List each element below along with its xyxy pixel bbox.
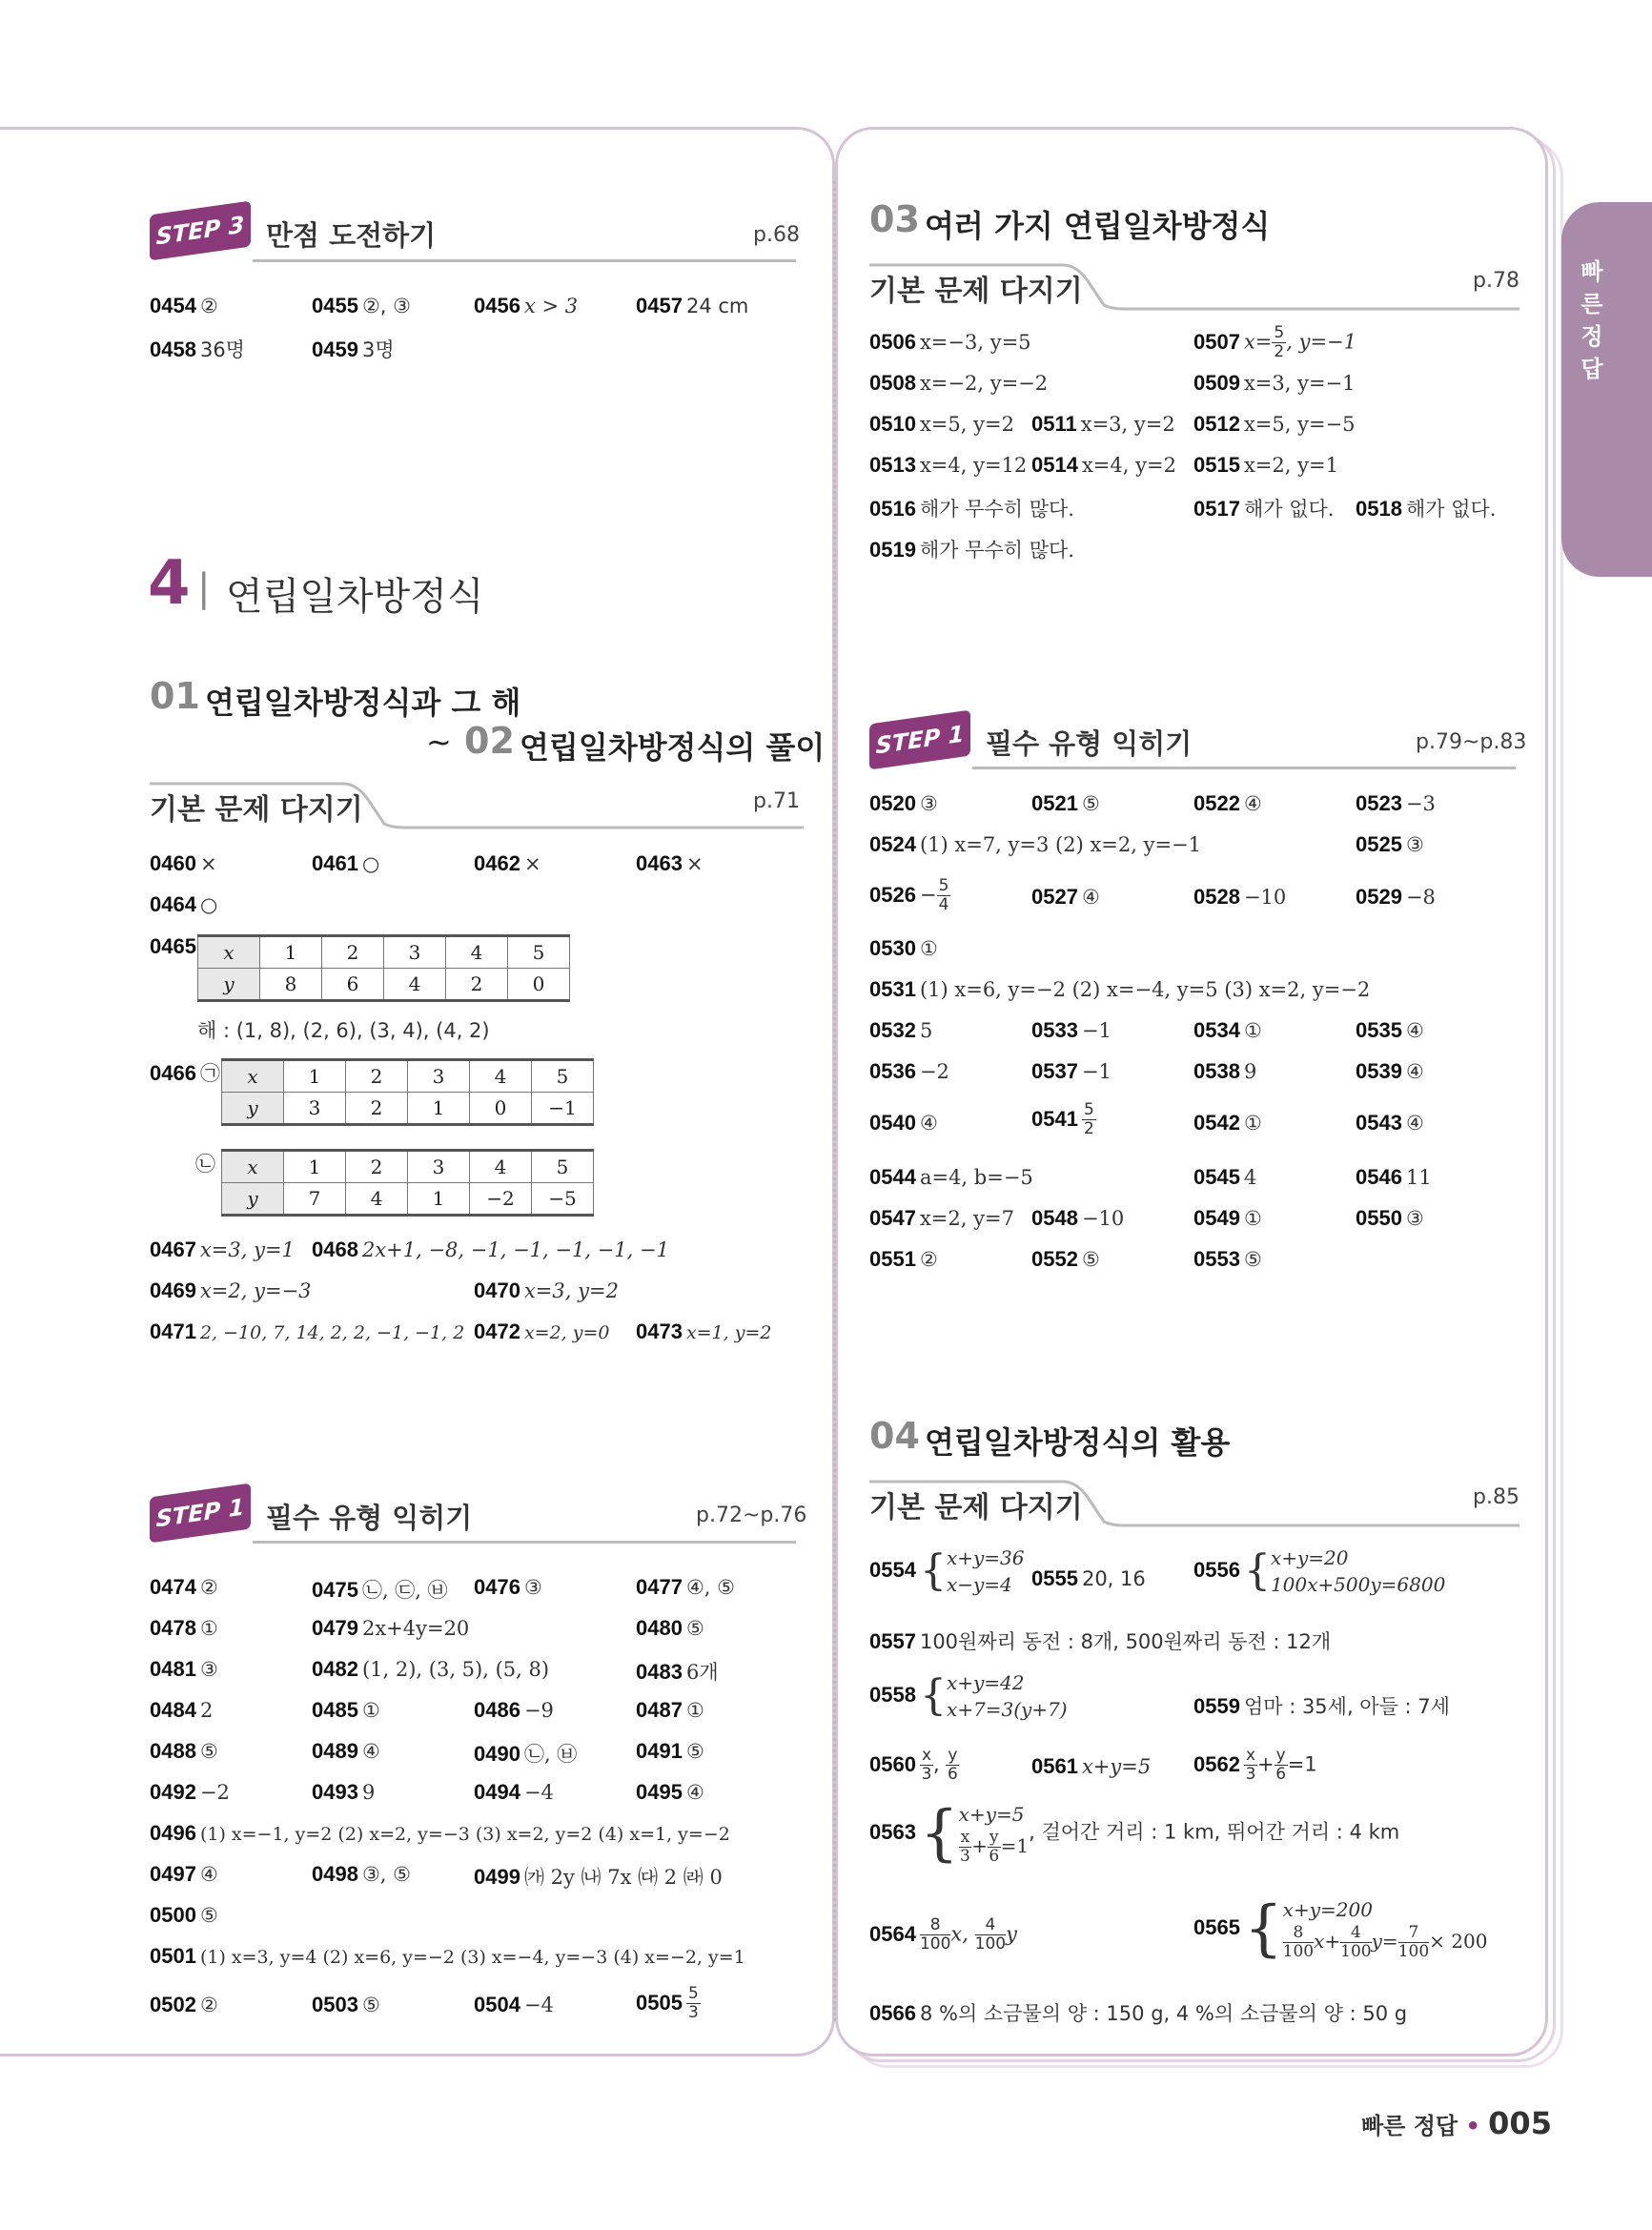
basic3-page-ref: p.78 [1473, 269, 1519, 293]
section-04-number: 04 [869, 1415, 920, 1457]
answer-0471: 0471 2, −10, 7, 14, 2, 2, −1, −1, 2 [150, 1320, 465, 1343]
basic1-page-ref: p.71 [753, 789, 800, 813]
cell: 7 [284, 1183, 346, 1216]
cell: 4 [346, 1183, 408, 1216]
cell: 5 [532, 1151, 594, 1183]
section-03-title: 여러 가지 연립일차방정식 [925, 208, 1271, 244]
cell: 3 [408, 1151, 470, 1183]
cell: 5 [532, 1060, 594, 1093]
step3-badge: STEP 3 [150, 201, 251, 261]
answer-0466-mark2: ㉡ [195, 1153, 215, 1176]
answer-0459: 0459 3명 [312, 338, 395, 361]
answer-0509: 0509 x=3, y=−1 [1193, 371, 1356, 395]
answer-0470: 0470 x=3, y=2 [474, 1279, 619, 1302]
cell: 1 [408, 1093, 470, 1125]
step3-title: 만점 도전하기 [266, 219, 437, 252]
answer-0490: 0490 ㉡, ㉥ [474, 1742, 578, 1766]
eq-line: x+7=3(y+7) [946, 1698, 1068, 1721]
basic-title-1: 기본 문제 다지기 [150, 793, 363, 827]
cell: 5 [508, 936, 570, 969]
basic-title-3: 기본 문제 다지기 [869, 275, 1083, 308]
answer-0482: 0482 (1, 2), (3, 5), (5, 8) [312, 1657, 550, 1681]
cell: 0 [470, 1093, 532, 1125]
answer-0531: 0531 (1) x=6, y=−2 (2) x=−4, y=5 (3) x=2, y=−2 [869, 977, 1371, 1001]
answer-0529: 0529 −8 [1356, 885, 1436, 909]
step3-rule [253, 259, 796, 262]
column-divider [833, 181, 836, 2021]
answer-0480: 0480 ⑤ [636, 1616, 704, 1640]
answer-0479: 0479 2x+4y=20 [312, 1616, 470, 1640]
eq-line: x+y=5 [958, 1803, 1025, 1826]
answer-0540: 0540 ④ [869, 1111, 938, 1135]
answer-0523: 0523 −3 [1356, 791, 1436, 815]
answer-0542: 0542 ① [1193, 1111, 1262, 1135]
answer-0519: 0519 해가 무수히 많다. [869, 538, 1074, 562]
cell: 4 [470, 1151, 532, 1183]
answer-0492: 0492 −2 [150, 1780, 230, 1804]
answer-0521: 0521 ⑤ [1031, 791, 1100, 815]
answer-0501: 0501 (1) x=3, y=4 (2) x=6, y=−2 (3) x=−4, y=−3 (4) x=−2, y=1 [150, 1944, 745, 1968]
answer-0493: 0493 9 [312, 1780, 376, 1804]
answer-0507: 0507 x= $\frac{5}{2}$ , y=−1 [1193, 323, 1357, 361]
answer-0485: 0485 ① [312, 1698, 380, 1722]
answer-0564: 0564 $\frac{8}{100}$ x, $\frac{4}{100}$ y [869, 1915, 1017, 1954]
answer-0513: 0513 x=4, y=12 [869, 453, 1028, 477]
answer-0494: 0494 −4 [474, 1780, 554, 1804]
cell: −5 [532, 1183, 594, 1216]
step1-right-rule [972, 767, 1516, 769]
step1-left-badge: STEP 1 [150, 1483, 251, 1544]
answer-0463: 0463 × [636, 851, 704, 875]
answer-0545: 0545 4 [1193, 1165, 1257, 1189]
cell: −1 [532, 1093, 594, 1125]
answer-0498: 0498 ③, ⑤ [312, 1862, 411, 1886]
page-number: 005 [1488, 2105, 1552, 2141]
answer-0563: 0563{x+y=5 $\frac{x}{3}$ + $\frac{y}{6}$ =1, 걸어간 거리 : 1 km, 뛰어간 거리 : 4 km [869, 1797, 1400, 1869]
answer-0561: 0561 x+y=5 [1031, 1754, 1152, 1778]
step1-right-page-ref: p.79~p.83 [1416, 730, 1527, 754]
side-index-label: 빠 른 정 답 [1581, 258, 1603, 382]
answer-0520: 0520 ③ [869, 791, 938, 815]
answer-0546: 0546 11 [1356, 1165, 1432, 1189]
cell: x [222, 1151, 284, 1183]
cell: 1 [284, 1151, 346, 1183]
answer-0565: 0565{x+y=200 $\frac{8}{100}$ x+ $\frac{4}{100}$ y= $\frac{7}{100}$ × 200 [1193, 1892, 1488, 1964]
answer-0555: 0555 20, 16 [1031, 1566, 1146, 1590]
section-04-title: 연립일차방정식의 활용 [925, 1424, 1231, 1461]
answer-0455: 0455 ②, ③ [312, 294, 411, 317]
answer-0553: 0553 ⑤ [1193, 1247, 1262, 1271]
answer-0478: 0478 ① [150, 1616, 218, 1640]
answer-0462: 0462 × [474, 851, 541, 875]
answer-0466-label: 0466 ㉠ [150, 1061, 220, 1085]
answer-0484: 0484 2 [150, 1698, 214, 1722]
answer-0505: 0505 $\frac{5}{3}$ [636, 1984, 699, 2022]
answer-0522: 0522 ④ [1193, 791, 1262, 815]
section-01-number: 01 [150, 675, 200, 717]
answer-0467: 0467 x=3, y=1 [150, 1238, 295, 1261]
answer-0506: 0506 x=−3, y=5 [869, 330, 1031, 354]
answer-0487: 0487 ① [636, 1698, 704, 1722]
answer-0532: 0532 5 [869, 1018, 933, 1042]
eq-line: x+y=36 [946, 1546, 1025, 1569]
cell: x [198, 936, 260, 969]
cell: 1 [408, 1183, 470, 1216]
eq-line: x+y=200 [1282, 1898, 1373, 1921]
step1-left-title: 필수 유형 익히기 [266, 1502, 473, 1534]
answer-0539: 0539 ④ [1356, 1059, 1424, 1083]
answer-0464: 0464 ○ [150, 892, 218, 916]
cell: 8 [260, 969, 322, 1001]
table-0465 [197, 934, 570, 1002]
answer-0461: 0461 ○ [312, 851, 380, 875]
answer-0454: 0454 ② [150, 294, 218, 317]
answer-0483: 0483 6개 [636, 1660, 719, 1684]
cell: 2 [346, 1060, 408, 1093]
footer-label: 빠른 정답 [1361, 2113, 1458, 2139]
answer-0515: 0515 x=2, y=1 [1193, 453, 1338, 477]
answer-0500: 0500 ⑤ [150, 1903, 218, 1927]
answer-0465-label: 0465 [150, 934, 196, 958]
answer-0551: 0551 ② [869, 1247, 938, 1271]
answer-0547: 0547 x=2, y=7 [869, 1206, 1014, 1230]
eq-line: 100x+500y=6800 [1270, 1573, 1446, 1596]
step1-left-page-ref: p.72~p.76 [696, 1504, 807, 1527]
footer-dot: • [1465, 2113, 1480, 2139]
answer-0524: 0524 (1) x=7, y=3 (2) x=2, y=−1 [869, 832, 1202, 856]
cell: 2 [446, 969, 508, 1001]
answer-0499: 0499 ㈎ 2y ㈏ 7x ㈐ 2 ㈑ 0 [474, 1865, 723, 1889]
answer-0512: 0512 x=5, y=−5 [1193, 412, 1356, 436]
basic-tab-outline-3 [867, 263, 1521, 311]
answer-0508: 0508 x=−2, y=−2 [869, 371, 1049, 395]
answer-0560: 0560 $\frac{x}{3}$ , $\frac{y}{6}$ [869, 1746, 958, 1784]
section-tilde: ~ [426, 724, 452, 760]
eq-line: x+y=20 [1270, 1546, 1349, 1569]
answer-0460: 0460 × [150, 851, 217, 875]
eq-line: x+y=42 [946, 1671, 1025, 1694]
step1-right-badge: STEP 1 [869, 710, 970, 770]
answer-0504: 0504 −4 [474, 1993, 554, 2016]
answer-0558: 0558{x+y=42 x+7=3(y+7) [869, 1671, 1068, 1721]
answer-0557: 0557 100원짜리 동전 : 8개, 500원짜리 동전 : 12개 [869, 1629, 1332, 1653]
cell: −2 [470, 1183, 532, 1216]
cell: y [222, 1183, 284, 1216]
section-03-number: 03 [869, 198, 920, 240]
cell: 3 [384, 936, 446, 969]
cell: y [222, 1093, 284, 1125]
answer-0469: 0469 x=2, y=−3 [150, 1279, 312, 1302]
cell: 1 [260, 936, 322, 969]
answer-0530: 0530 ① [869, 936, 938, 960]
table-0466-b [221, 1149, 594, 1217]
answer-0495: 0495 ④ [636, 1780, 704, 1804]
answer-0503: 0503 ⑤ [312, 1993, 380, 2016]
answer-0559: 0559 엄마 : 35세, 아들 : 7세 [1193, 1694, 1450, 1718]
answer-0502: 0502 ② [150, 1993, 218, 2016]
cell: 4 [384, 969, 446, 1001]
answer-0525: 0525 ③ [1356, 832, 1424, 856]
answer-0538: 0538 9 [1193, 1059, 1257, 1083]
chapter-number: 4 [148, 548, 191, 619]
side-index-tab[interactable] [1561, 202, 1652, 577]
answer-0472: 0472 x=2, y=0 [474, 1320, 610, 1343]
cell: y [198, 969, 260, 1001]
answer-0536: 0536 −2 [869, 1059, 949, 1083]
answer-0456: 0456 x > 3 [474, 294, 579, 317]
step1-left-rule [253, 1541, 796, 1544]
answer-0475: 0475 ㉡, ㉢, ㉥ [312, 1578, 448, 1602]
cell: 4 [470, 1060, 532, 1093]
answer-0544: 0544 a=4, b=−5 [869, 1165, 1033, 1189]
answer-0526: 0526 − $\frac{5}{4}$ [869, 876, 949, 914]
section-01-title: 연립일차방정식과 그 해 [205, 685, 521, 721]
answer-0496: 0496 (1) x=−1, y=2 (2) x=2, y=−3 (3) x=2, y=2 (4) x=1, y=−2 [150, 1821, 730, 1845]
answer-0549: 0549 ① [1193, 1206, 1262, 1230]
basic4-page-ref: p.85 [1473, 1485, 1519, 1509]
answer-0548: 0548 −10 [1031, 1206, 1125, 1230]
basic-title-4: 기본 문제 다지기 [869, 1491, 1083, 1524]
basic-tab-outline-1 [148, 782, 806, 829]
answer-0510: 0510 x=5, y=2 [869, 412, 1014, 436]
answer-0556: 0556{x+y=20 100x+500y=6800 [1193, 1546, 1446, 1596]
basic-tab-outline-4 [867, 1480, 1521, 1527]
answer-0527: 0527 ④ [1031, 885, 1100, 909]
cell: 3 [408, 1060, 470, 1093]
answer-0477: 0477 ④, ⑤ [636, 1575, 735, 1599]
answer-0533: 0533 −1 [1031, 1018, 1112, 1042]
cell: x [222, 1060, 284, 1093]
answer-0486: 0486 −9 [474, 1698, 554, 1722]
answer-0566: 0566 8 %의 소금물의 양 : 150 g, 4 %의 소금물의 양 : 50 g [869, 2001, 1408, 2025]
page-footer [1361, 2105, 1552, 2141]
eq-line: x−y=4 [946, 1573, 1012, 1596]
answer-0491: 0491 ⑤ [636, 1739, 704, 1763]
cell: 6 [322, 969, 384, 1001]
answer-0543: 0543 ④ [1356, 1111, 1424, 1135]
chapter-title: 연립일차방정식 [226, 575, 484, 619]
cell: 3 [284, 1093, 346, 1125]
answer-0562: 0562 $\frac{x}{3}$ + $\frac{y}{6}$ =1 [1193, 1746, 1317, 1784]
answer-0517: 0517 해가 없다. [1193, 497, 1335, 521]
answer-0481: 0481 ③ [150, 1657, 218, 1681]
table-0466-a [221, 1058, 594, 1126]
answer-0488: 0488 ⑤ [150, 1739, 218, 1763]
answer-0497: 0497 ④ [150, 1862, 218, 1886]
step1-right-title: 필수 유형 익히기 [986, 727, 1193, 760]
answer-0550: 0550 ③ [1356, 1206, 1424, 1230]
answer-0476: 0476 ③ [474, 1575, 542, 1599]
cell: 2 [346, 1151, 408, 1183]
section-02-number: 02 [464, 720, 515, 762]
chapter-separator: | [197, 566, 211, 610]
answer-0537: 0537 −1 [1031, 1059, 1112, 1083]
section-02-title: 연립일차방정식의 풀이 [520, 729, 826, 766]
cell: 2 [322, 936, 384, 969]
cell: 2 [346, 1093, 408, 1125]
answer-0514: 0514 x=4, y=2 [1031, 453, 1176, 477]
answer-0473: 0473 x=1, y=2 [636, 1320, 772, 1343]
answer-0516: 0516 해가 무수히 많다. [869, 497, 1074, 521]
answer-0554: 0554{x+y=36 x−y=4 [869, 1546, 1025, 1596]
answer-0468: 0468 2x+1, −8, −1, −1, −1, −1, −1 [312, 1238, 669, 1261]
cell: 4 [446, 936, 508, 969]
answer-0541: 0541 $\frac{5}{2}$ [1031, 1100, 1094, 1138]
answer-0489: 0489 ④ [312, 1739, 380, 1763]
step3-page-ref: p.68 [753, 223, 800, 247]
answer-0474: 0474 ② [150, 1575, 218, 1599]
answer-0518: 0518 해가 없다. [1356, 497, 1497, 521]
cell: 0 [508, 969, 570, 1001]
answer-0465-solution: 해 : (1, 8), (2, 6), (3, 4), (4, 2) [197, 1019, 490, 1042]
answer-0458: 0458 36명 [150, 338, 245, 361]
answer-0535: 0535 ④ [1356, 1018, 1424, 1042]
answer-0457: 0457 24 cm [636, 294, 749, 317]
answer-0511: 0511 x=3, y=2 [1031, 412, 1175, 436]
answer-0552: 0552 ⑤ [1031, 1247, 1100, 1271]
cell: 1 [284, 1060, 346, 1093]
answer-0534: 0534 ① [1193, 1018, 1262, 1042]
answer-0528: 0528 −10 [1193, 885, 1287, 909]
